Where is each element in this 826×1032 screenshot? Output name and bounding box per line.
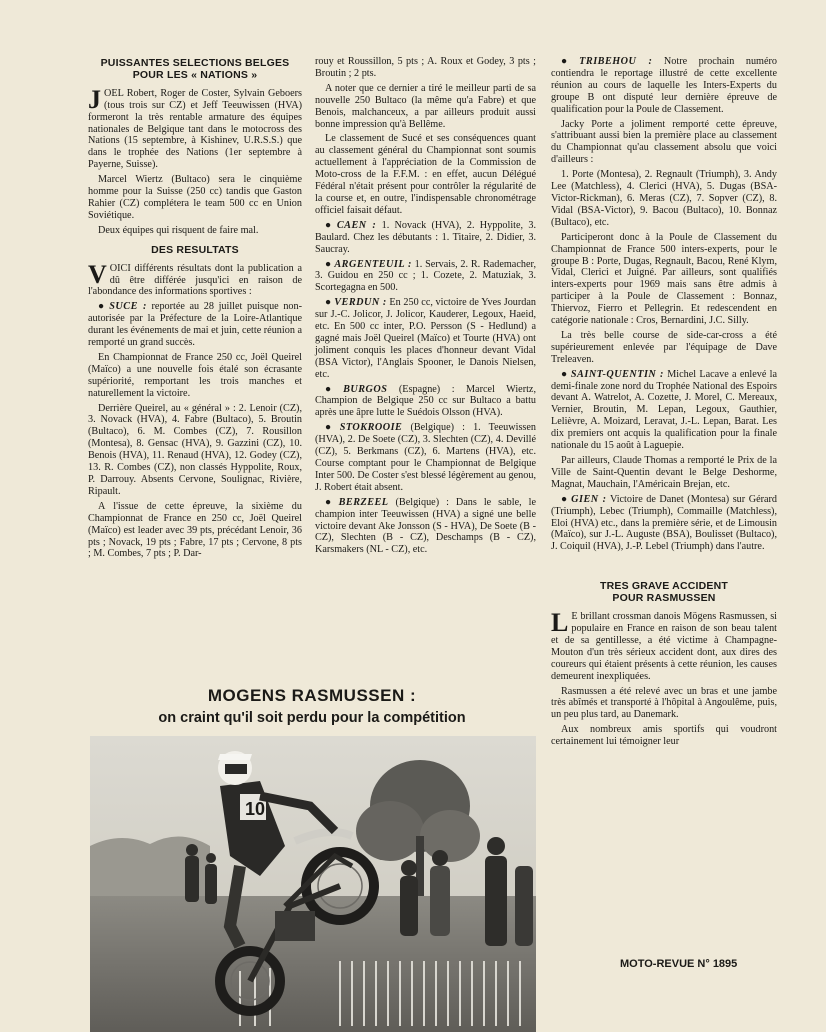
bullet-icon: ● (325, 258, 332, 270)
article-headline (92, 686, 532, 726)
bullet-icon: ● (561, 56, 577, 67)
bullet-icon: ● (561, 493, 569, 505)
result-item: ● CAEN : 1. Novack (HVA), 2. Hyppolite, 3. Baulard. Chez les débutants : 1. Titaire, 2. Didier, 3. Saucray. (315, 219, 537, 255)
headline-line-2: on craint qu'il soit perdu pour la compétition (158, 710, 466, 726)
paragraph: Aux nombreux amis sportifs qui voudront certainement lui témoigner leur (551, 724, 777, 748)
result-item: ● BURGOS (Espagne) : Marcel Wiertz, Champion de Belgique 250 cc sur Bultaco a battu après une âpre lutte le Suédois Olsson (HVA). (315, 383, 536, 419)
heading-resultats: DES RESULTATS (151, 243, 239, 256)
column-2 (315, 56, 536, 559)
paragraph: JOEL Robert, Roger de Coster, Sylvain Geboers (tous trois sur CZ) et Jeff Teeuwissen (HVA) formeront la très rentable armature des équipes nationales de Belgique tant dans le motocross des Nations (15 septembre, à Kishinev, U.R.S.S.) que dans le trophée des Nations (1er septembre à Payerne, Suisse). (88, 84, 302, 171)
result-item: ● SUCE : reportée au 28 juillet puisque non-autorisée par la Préfecture de la Loire-Atlantique durant les événements de mai et juin, cette réunion a remporté un grand succès. (88, 301, 302, 349)
photo-illustration (90, 736, 536, 1032)
paragraph: La très belle course de side-car-cross a été supérieurement enlevée par l'équipage de Dave Treleaven. (551, 329, 777, 365)
result-item: ● GIEN : Victoire de Danet (Montesa) sur Gérard (Triumph), Lebec (Triumph), Commaille (Matchless), Eloi (HVA) etc., dans la première série, et de Limousin (Maïco), sur J.-L. Auguste (BSA), Boulisset (Bultaco), J. Coiquil (HVA), J.-P. Lebel (Triumph) dans l'autre. (551, 493, 777, 553)
drop-cap: J (88, 84, 101, 114)
paragraph: L E brillant crossman danois Mögens Rasmussen, si populaire en France en raison de son beau talent et de sa gentillesse, a été victime à Champagne-Mouton d'un très sérieux accident dont, aux dires des coureurs qui étaient présents à cette réunion, les causes demeurent inexpliquées. (551, 608, 777, 682)
column-3 (551, 56, 777, 751)
paragraph: Derrière Queirel, au « général » : 2. Lenoir (CZ), 3. Novack (HVA), 4. Fabre (Bultaco), 5. Broutin (Bultaco), 6. M. Combes (CZ), 7. Rousillon (Montesa), 8. Gensac (HVA), 9. Gazzini (CZ), 10. Benois (HVA), 11. Renaud (HVA), 12. Godey (CZ), 13. R. Combes (CZ), non classés Hyppolite, Roux, P. Darrouy. Absents Cervone, Soulignac, Rivière, Ripault. (88, 402, 302, 497)
heading-accident: TRES GRAVE ACCIDENT POUR RASMUSSEN (599, 580, 729, 605)
race-number-plate: 10 (245, 799, 266, 819)
headline-line-1: MOGENS RASMUSSEN : (207, 686, 417, 705)
paragraph: VOICI différents résultats dont la publication a dû être différée jusqu'ici en raison de l'abondance des informations sportives : (88, 259, 302, 298)
paragraph: A l'issue de cette épreuve, la sixième du Championnat de France en 250 cc, Joël Queirel (Maïco) est leader avec 39 pts, précédant Lenoir, 36 pts ; Novack, 19 pts ; Fabre, 17 pts ; Cervone, 8 pts ; M. Combes, 7 pts ; P. Dar- (88, 500, 302, 560)
bullet-icon: ● (561, 368, 568, 380)
paragraph: Le classement de Sucé et ses conséquences quant au classement général du Championnat sont soumis actuellement à l'appréciation de la Commission de Moto-cross de la F.F.M. : en effet, aucun Délégué Fédéral n'était présent pour contrôler la régularité de la course et, en outre, l'indispensable chronométrage officiel faisait défaut. (315, 133, 536, 216)
result-item: ● ARGENTEUIL : 1. Servais, 2. R. Rademacher, 3. Guidou en 250 cc ; 1. Cozete, 2. Matuziak, 3. Scortegagna en 500. (315, 258, 536, 294)
bullet-icon: ● (325, 422, 337, 434)
result-item: ● VERDUN : En 250 cc, victoire de Yves Jourdan sur J.-C. Jolicor, J. Jolicor, Kauderer, Legoux, Haeid, etc. En 500 cc inter, P.O. Persson (S - Hedlund) a gagné mais Joël Queirel (Maïco) et Tourte (HVA) ont joliment conquis les places d'honneur devant Vidal (BSA Victor), l'Anglais Spooner, le Danois Nielsen, etc. (315, 297, 537, 380)
column-1 (88, 56, 302, 563)
heading-selections: PUISSANTES SELECTIONS BELGES POUR LES « NATIONS » (100, 57, 290, 81)
bullet-icon: ● (325, 219, 334, 231)
result-item: ● SAINT-QUENTIN : Michel Lacave a enlevé la demi-finale zone nord du Trophée National des Espoirs devant A. Watrelot, A. Cozette, J. Morel, C. Mereaux, Vernier, Broutin, M. Lepan, Legoux, Gauthier, Lelièvre, A. Moizard, Leravat, J.-L. Lepan, Barat. Les dix premiers ont acquis la qualification pour la finale nationale du 15 août à Laguepie. (551, 368, 778, 452)
page-footer: MOTO-REVUE N° 1895 (620, 958, 738, 970)
bullet-icon: ● (325, 496, 336, 508)
result-item: ● STOKROOIE (Belgique) : 1. Teeuwissen (HVA), 2. De Soete (CZ), 3. Slechten (CZ), 4. Devillé (CZ), 5. Berkmans (CZ), 6. Martens (HVA), etc. Course comptant pour le Championnat de Belgique Inter 500. De Coster s'est blessé légèrement au genou, J. Robert était absent. (315, 422, 537, 493)
bullet-icon: ● (325, 383, 341, 395)
bullet-icon: ● (325, 297, 332, 309)
result-item: ● BERZEEL (Belgique) : Dans le sable, le champion inter Teeuwissen (HVA) a signé une belle victoire devant Ake Jonsson (S - HVA), De Soete (B - CZ), Slechten (B - CZ), Deschamps (B - CZ), Karsmakers (NL - CZ), etc. (315, 496, 537, 556)
paragraph: Participeront donc à la Poule de Classement du Championnat de France 500 inters-experts, pour le groupe B : Porte, Dugas, Regnault, Bacou, René Klym, Vidal, Clerici et Juigné. Par ailleurs, sont qualifiés inters-experts pour 1969 mais sans être admis à participer à la Poule de Classement : Bonnaz, Thiervoz, Fierro et Pellegrin. Et redescendent en catégorie nationale : Cros, Bernardini, J.C. Silly. (551, 231, 777, 327)
result-item: ● TRIBEHOU : Notre prochain numéro contiendra le reportage illustré de cette excellente réunion au cours de laquelle les Inters-Experts du groupe B ont disputé leur dernière épreuve de qualification pour la Poule de Classement. (551, 56, 777, 115)
paragraph: A noter que ce dernier a tiré le meilleur parti de sa nouvelle 250 Bultaco (la même qu'a Fabre) et que Benois, malchanceux, a par ailleurs produit aussi bonne impression qu'à Bellême. (315, 82, 536, 130)
drop-cap: V (88, 259, 107, 289)
bullet-icon: ● (98, 301, 107, 313)
paragraph: Deux équipes qui risquent de faire mal. (98, 224, 259, 236)
paragraph: Rasmussen a été relevé avec un bras et une jambe très abîmés et transporté à l'hôpital à Angoulême, puis, un peu plus tard, au Danemark. (551, 685, 777, 721)
paragraph: Par ailleurs, Claude Thomas a remporté le Prix de la Ville de Saint-Quentin devant le Belge Deshorme, Magnat, Mauchain, l'Américain Brejan, etc. (551, 455, 777, 490)
paragraph: En Championnat de France 250 cc, Joël Queirel (Maïco) a une nouvelle fois étalé son écrasante supériorité, remportant les trois manches et naturellement la victoire. (88, 351, 302, 399)
paragraph: Jacky Porte a joliment remporté cette épreuve, s'attribuant aussi bien la première place au classement du Championnat qu'au classement absolu que voici d'ailleurs : (551, 118, 777, 166)
motocross-photo (90, 736, 536, 1032)
drop-cap: L (551, 608, 569, 638)
paragraph: rouy et Roussillon, 5 pts ; A. Roux et Godey, 3 pts ; Broutin ; 2 pts. (315, 56, 536, 79)
paragraph: 1. Porte (Montesa), 2. Regnault (Triumph), 3. Andy Lee (Matchless), 4. Clerici (HVA), 5. Dugas (BSA-Victor-Rickman), 6. Meras (CZ), 7. Sopver (CZ), 8. Vidal (BSA-Victor), 9. Bacou (Bultaco), 10. Bonnaz (Bultaco), etc. (551, 169, 777, 228)
paragraph: Marcel Wiertz (Bultaco) sera le cinquième homme pour la Suisse (250 cc) tandis que Gaston Rahier (CZ) complétera le team 500 cc en Union Soviétique. (88, 174, 302, 221)
